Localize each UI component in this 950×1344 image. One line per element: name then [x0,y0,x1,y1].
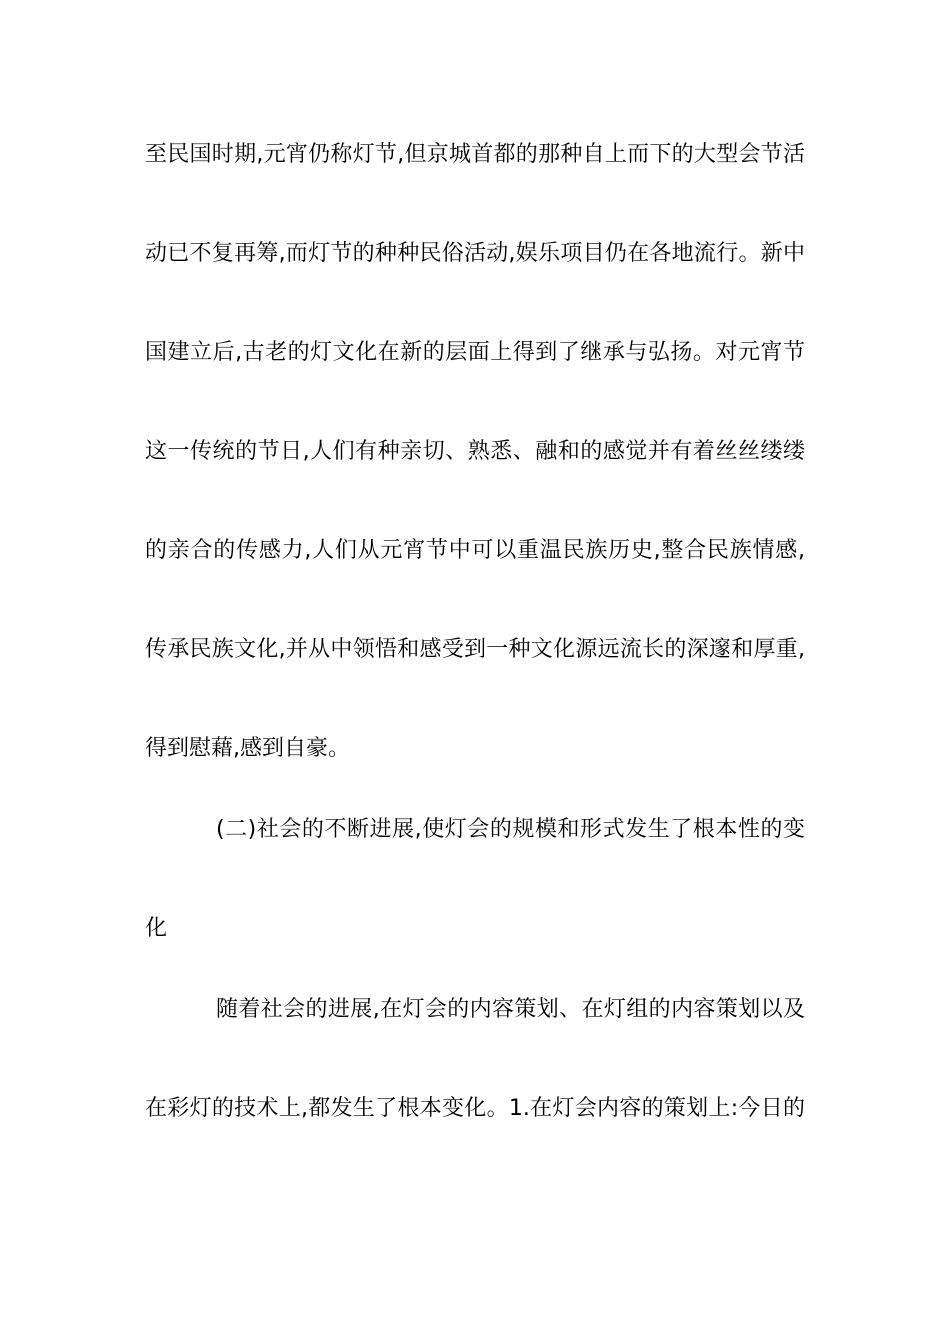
paragraph-line: 得到慰藉,感到自豪。 [145,736,350,761]
paragraph-line: 传承民族文化,并从中领悟和感受到一种文化源远流长的深邃和厚重, [145,637,805,662]
paragraph-line: 在彩灯的技术上,都发生了根本变化。1.在灯会内容的策划上:今日的 [145,1096,805,1121]
paragraph-line: 动已不复再筹,而灯节的种种民俗活动,娱乐项目仍在各地流行。新中 [145,241,805,266]
paragraph-line: 国建立后,古老的灯文化在新的层面上得到了继承与弘扬。对元宵节 [145,340,805,365]
section-heading-line: 化 [145,916,168,941]
paragraph-line: 至民国时期,元宵仍称灯节,但京城首都的那种自上而下的大型会节活 [145,142,805,167]
paragraph-line: 这一传统的节日,人们有种亲切、熟悉、融和的感觉并有着丝丝缕缕 [145,439,805,464]
section-heading-line: (二)社会的不断进展,使灯会的规模和形式发生了根本性的变 [216,817,805,842]
paragraph-line: 的亲合的传感力,人们从元宵节中可以重温民族历史,整合民族情感, [145,538,805,563]
paragraph-line: 随着社会的进展,在灯会的内容策划、在灯组的内容策划以及 [216,997,805,1022]
